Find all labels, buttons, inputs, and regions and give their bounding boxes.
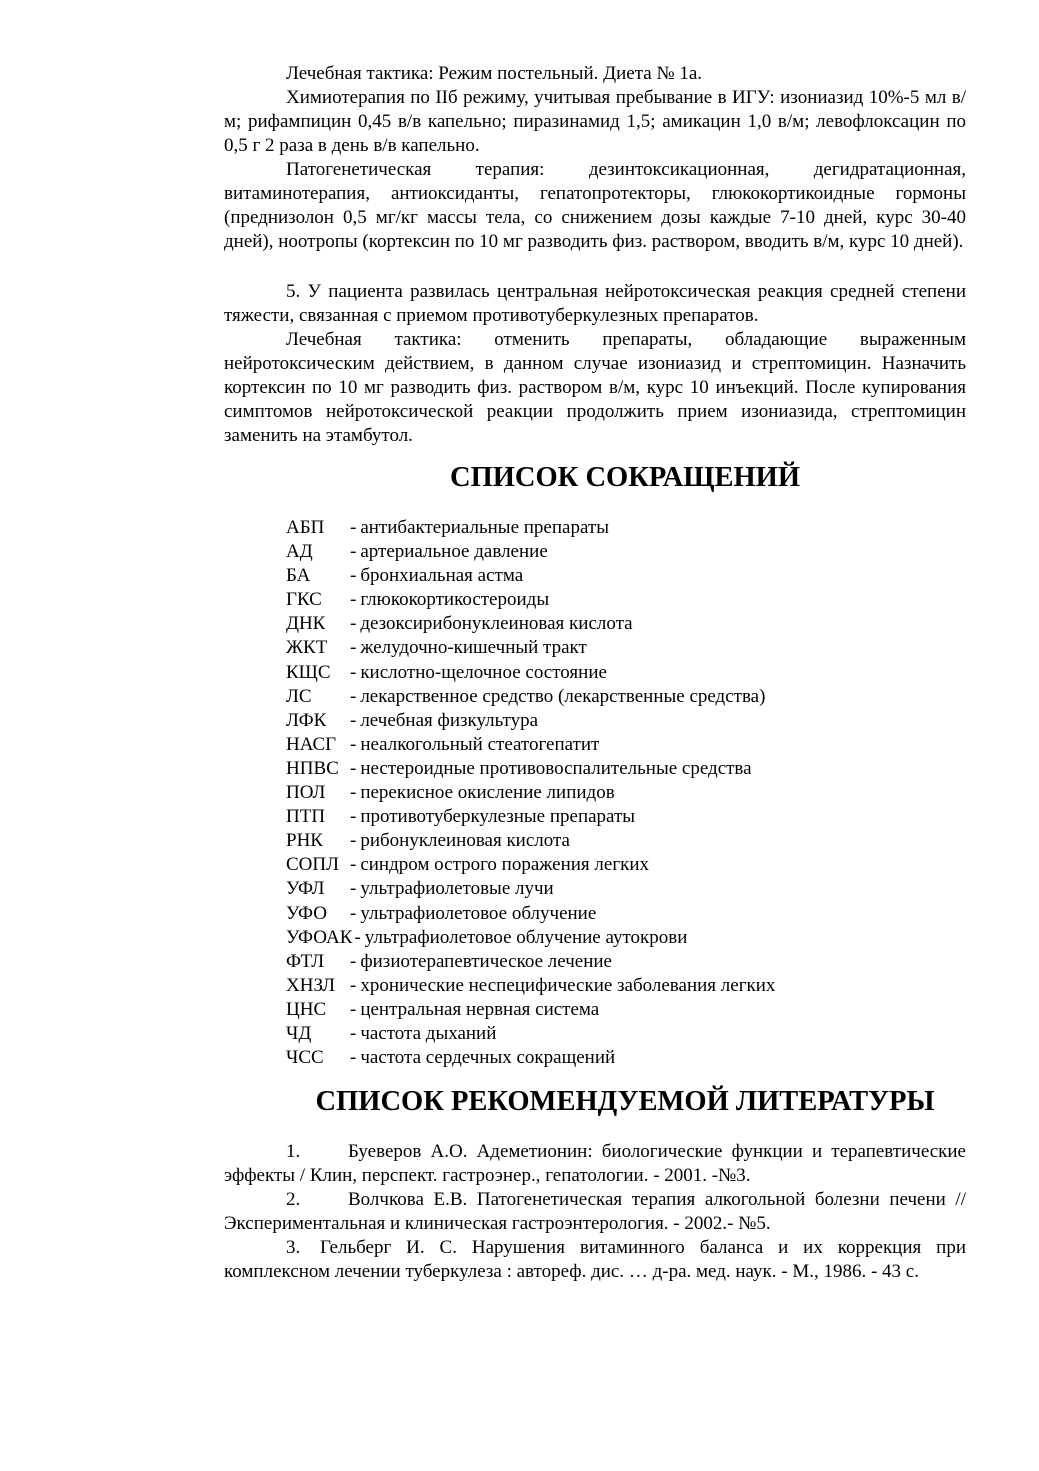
abbreviation-definition: глюкокортикостероиды <box>360 589 550 611</box>
abbreviation-item: ЦНС - центральная нервная система <box>286 998 966 1022</box>
abbreviation-item: БА - бронхиальная астма <box>286 564 966 588</box>
abbreviation-item: УФЛ - ультрафиолетовые лучи <box>286 877 966 901</box>
abbreviation-item: УФО - ультрафиолетовое облучение <box>286 902 966 926</box>
abbreviation-term: УФО <box>286 902 328 924</box>
abbreviation-item: ПТП - противотуберкулезные препараты <box>286 805 966 829</box>
literature-text: Буеверов А.О. Адеметионин: биологические функции и терапевтические эффекты / Клин, перспект. гастроэнер., гепатологии. - 2001. -№3. <box>224 1141 966 1187</box>
abbreviation-definition: ультрафиолетовое облучение <box>360 902 597 924</box>
abbreviation-term: ЛС <box>286 685 312 707</box>
abbreviation-term: УФОАК <box>286 926 353 948</box>
literature-item <box>224 1140 966 1188</box>
abbreviation-definition: хронические неспецифические заболевания легких <box>360 974 776 996</box>
abbreviation-term: ПОЛ <box>286 782 326 804</box>
abbreviation-term: ЧСС <box>286 1047 324 1069</box>
abbreviation-definition: физиотерапевтическое лечение <box>360 950 612 972</box>
literature-number: 3. <box>286 1237 301 1259</box>
abbreviation-term: КЩС <box>286 661 331 683</box>
abbreviation-item: ГКС - глюкокортикостероиды <box>286 588 966 612</box>
literature-text: Волчкова Е.В. Патогенетическая терапия алкогольной болезни печени // Экспериментальная и клиническая гастроэнтерология. - 2002.- №5. <box>224 1189 966 1235</box>
abbreviation-definition: дезоксирибонуклеиновая кислота <box>360 613 633 635</box>
abbreviation-item: ДНК - дезоксирибонуклеиновая кислота <box>286 612 966 636</box>
abbreviation-definition: синдром острого поражения легких <box>360 854 650 876</box>
abbreviation-item: ФТЛ - физиотерапевтическое лечение <box>286 950 966 974</box>
abbreviation-definition: ультрафиолетовые лучи <box>360 878 554 900</box>
literature-item <box>224 1188 966 1236</box>
abbreviation-item: УФОАК - ультрафиолетовое облучение аутокрови <box>286 926 966 950</box>
abbreviations-list <box>224 516 966 1070</box>
document-page <box>224 62 966 1284</box>
abbreviation-definition: антибактериальные препараты <box>360 517 609 538</box>
paragraph-pathogenetic-therapy: Патогенетическая терапия: дезинтоксикационная, дегидратационная, витаминотерапия, антиоксиданты, гепатопротекторы, глюкокортикоидные гормоны (преднизолон 0,5 мг/кг массы тела, со снижением дозы каждые 7-10 дней, курс 30-40 дней), ноотропы (кортексин по 10 мг разводить физ. раствором, вводить в/м, курс 10 дней). <box>224 159 966 252</box>
abbreviation-definition: центральная нервная система <box>360 998 600 1020</box>
literature-list <box>224 1140 966 1284</box>
abbreviation-term: ЧД <box>286 1022 312 1044</box>
abbreviation-definition: артериальное давление <box>360 541 548 563</box>
abbreviation-definition: противотуберкулезные препараты <box>360 806 636 828</box>
literature-text: Гельберг И. С. Нарушения витаминного баланса и их коррекция при комплексном лечении туберкулеза : автореф. дис. … д-ра. мед. наук. - М., 1986. - 43 с. <box>224 1237 966 1283</box>
paragraph-chemotherapy: Химиотерапия по IIб режиму, учитывая пребывание в ИГУ: изониазид 10%-5 мл в/м; рифампицин 0,45 в/в капельно; пиразинамид 1,5; амикацин 1,0 в/м; левофлоксацин по 0,5 г 2 раза в день в/в капельно. <box>224 87 966 156</box>
abbreviation-term: БА <box>286 565 311 587</box>
abbreviation-definition: кислотно-щелочное состояние <box>360 661 607 683</box>
abbreviation-item: ЛС - лекарственное средство (лекарственные средства) <box>286 685 966 709</box>
abbreviation-definition: ультрафиолетовое облучение аутокрови <box>364 926 688 948</box>
literature-number: 1. <box>286 1141 301 1163</box>
abbreviation-definition: лечебная физкультура <box>360 709 539 731</box>
abbreviation-term: ДНК <box>286 613 326 635</box>
abbreviation-definition: лекарственное средство (лекарственные средства) <box>360 685 766 707</box>
abbreviation-item: ЧД - частота дыханий <box>286 1022 966 1046</box>
abbreviation-definition: нестероидные противовоспалительные средства <box>360 757 752 779</box>
abbreviation-item: АД - артериальное давление <box>286 540 966 564</box>
abbreviation-term: ЖКТ <box>286 637 328 659</box>
abbreviation-item: ЧСС - частота сердечных сокращений <box>286 1046 966 1070</box>
abbreviations-heading: СПИСОК СОКРАЩЕНИЙ <box>449 462 801 493</box>
paragraph-case-5: 5. У пациента развилась центральная нейротоксическая реакция средней степени тяжести, связанная с приемом противотуберкулезных препаратов. <box>224 281 966 326</box>
literature-heading: СПИСОК РЕКОМЕНДУЕМОЙ ЛИТЕРАТУРЫ <box>315 1086 935 1118</box>
abbreviation-term: ПТП <box>286 806 326 828</box>
abbreviation-definition: бронхиальная астма <box>360 565 524 587</box>
abbreviation-definition: частота сердечных сокращений <box>360 1047 616 1069</box>
literature-item <box>224 1236 966 1284</box>
abbreviation-item: ЖКТ - желудочно-кишечный тракт <box>286 636 966 660</box>
abbreviation-term: НПВС <box>286 757 339 779</box>
abbreviation-term: НАСГ <box>286 733 337 755</box>
abbreviation-item: НАСГ - неалкогольный стеатогепатит <box>286 733 966 757</box>
literature-number: 2. <box>286 1189 301 1211</box>
abbreviation-item: НПВС - нестероидные противовоспалительные средства <box>286 757 966 781</box>
abbreviation-item: ПОЛ - перекисное окисление липидов <box>286 781 966 805</box>
abbreviation-item: КЩС - кислотно-щелочное состояние <box>286 661 966 685</box>
abbreviation-term: ХНЗЛ <box>286 974 336 996</box>
abbreviation-item: РНК - рибонуклеиновая кислота <box>286 829 966 853</box>
abbreviation-term: ГКС <box>286 589 322 611</box>
abbreviation-term: СОПЛ <box>286 854 340 876</box>
abbreviation-item: ЛФК - лечебная физкультура <box>286 709 966 733</box>
abbreviation-term: АД <box>286 541 313 563</box>
abbreviation-item: СОПЛ - синдром острого поражения легких <box>286 853 966 877</box>
paragraph-diet: Лечебная тактика: Режим постельный. Диета № 1а. <box>286 63 703 84</box>
abbreviation-definition: частота дыханий <box>360 1022 497 1044</box>
abbreviation-definition: рибонуклеиновая кислота <box>360 830 570 852</box>
abbreviation-definition: перекисное окисление липидов <box>360 782 615 804</box>
abbreviation-term: РНК <box>286 830 323 852</box>
abbreviation-term: АБП <box>286 517 325 538</box>
abbreviation-definition: неалкогольный стеатогепатит <box>360 733 600 755</box>
abbreviation-term: ФТЛ <box>286 950 325 972</box>
abbreviation-term: ЦНС <box>286 998 327 1020</box>
abbreviation-item: АБП - антибактериальные препараты <box>286 516 966 540</box>
abbreviation-term: УФЛ <box>286 878 325 900</box>
paragraph-treatment-tactics: Лечебная тактика: отменить препараты, обладающие выраженным нейротоксическим действием, в данном случае изониазид и стрептомицин. Назначить кортексин по 10 мг разводить физ. раствором в/м, курс 10 инъекций. После купирования симптомов нейротоксической реакции продолжить прием изониазида, стрептомицин заменить на этамбутол. <box>224 329 966 446</box>
abbreviation-definition: желудочно-кишечный тракт <box>360 637 587 659</box>
abbreviation-term: ЛФК <box>286 709 327 731</box>
abbreviation-item: ХНЗЛ - хронические неспецифические заболевания легких <box>286 974 966 998</box>
